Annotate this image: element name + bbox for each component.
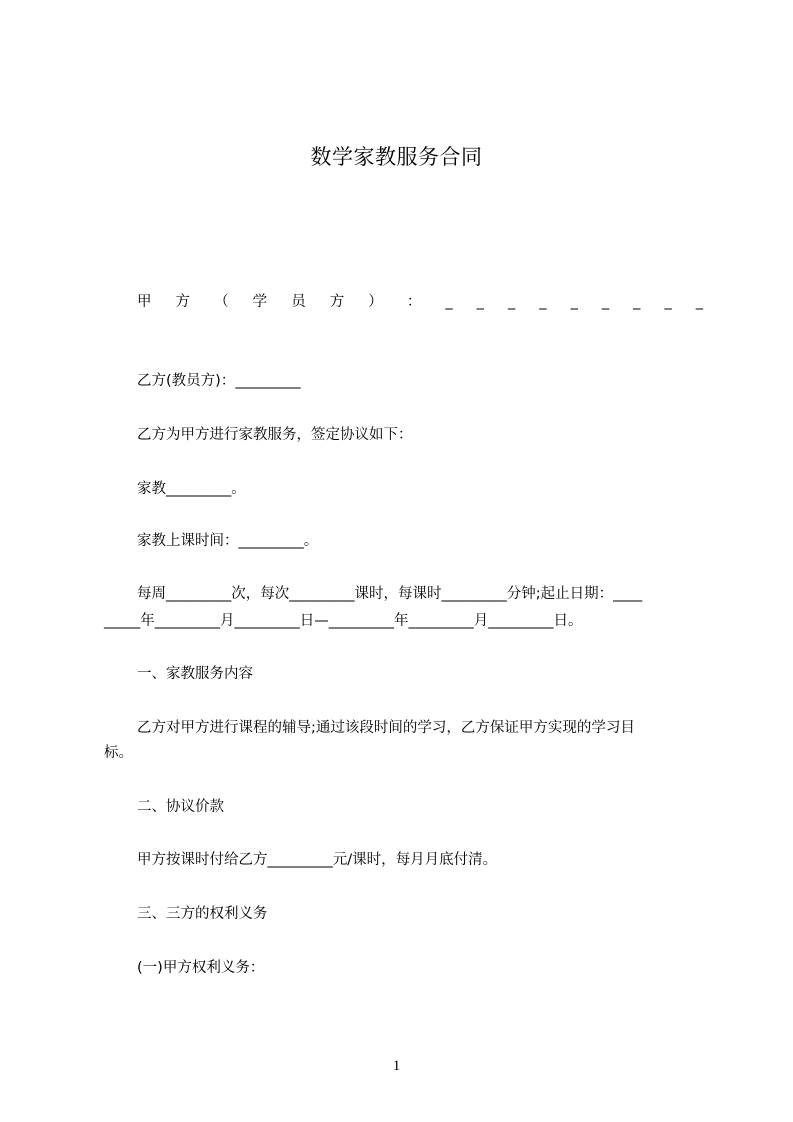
party-a-char: 方 (175, 294, 191, 310)
party-a-char: _ (633, 294, 641, 310)
party-a-char: （ (214, 294, 229, 310)
schedule-line-2: _____年_________月_________日—_________年_________月_________日。 (104, 613, 583, 629)
party-a-char: _ (664, 294, 672, 310)
section-1-text-line-1: 乙方对甲方进行课程的辅导;通过该段时间的学习，乙方保证甲方实现的学习目 (137, 720, 635, 736)
page-number: 1 (392, 1058, 401, 1074)
section-3-subheading: (一)甲方权利义务： (137, 960, 265, 976)
party-a-char: _ (695, 294, 703, 310)
tutor-subject-line: 家教_________。 (137, 481, 246, 497)
page-title: 数学家教服务合同 (310, 145, 483, 169)
party-a-char: 员 (291, 294, 306, 310)
section-2-heading: 二、协议价款 (137, 799, 224, 815)
intro-line: 乙方为甲方进行家教服务，签定协议如下： (137, 427, 413, 443)
section-1-text-line-2: 标。 (104, 745, 133, 761)
party-a-line (137, 292, 703, 312)
party-a-char: _ (476, 294, 484, 310)
party-a-char: ） (368, 294, 383, 310)
party-a-char: 方 (329, 294, 345, 310)
party-a-char: 甲 (137, 294, 152, 310)
party-a-char: _ (507, 294, 516, 310)
section-2-text: 甲方按课时付给乙方_________元/课时，每月月底付清。 (137, 852, 498, 868)
party-a-char: _ (445, 294, 453, 310)
section-3-heading: 三、三方的权利义务 (137, 906, 268, 922)
party-a-char: _ (601, 294, 610, 310)
party-a-char: 学 (252, 294, 268, 310)
party-a-char: ： (406, 294, 422, 310)
tutor-time-line: 家教上课时间：_________。 (137, 533, 319, 549)
party-a-char: _ (539, 294, 547, 310)
section-1-heading: 一、家教服务内容 (137, 666, 253, 682)
party-b-line: 乙方(教员方)：_________ (137, 373, 301, 389)
party-a-char: _ (570, 294, 578, 310)
schedule-line-1: 每周_________次，每次_________课时，每课时_________分钟;起止日期：____ (137, 586, 643, 602)
